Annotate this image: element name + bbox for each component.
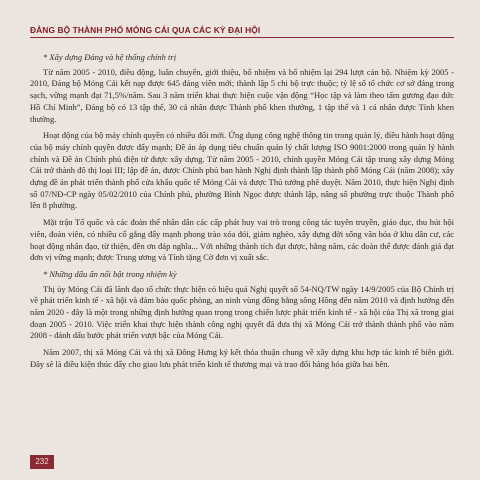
section-heading-highlights: * Những dấu ấn nổi bật trong nhiệm kỳ xyxy=(43,268,177,279)
paragraph-front-organizations: Mặt trận Tổ quốc và các đoàn thể nhân dân các cấp phát huy vai trò trong công tác tuyên truyền, giáo dục, thu hút hội viên, đoàn viên, có nhiều cố gắng đẩy mạnh phong trào xóa đói, giảm nghèo, xây dựng đời sống văn hóa ở khu dân cư, các hoạt động nhân đạo, từ thiện, đền ơn đáp nghĩa... Với những thành tích đạt được, hằng năm, các đoàn thể được đánh giá đạt đơn vị vững mạnh; được Trung ương và Tỉnh tặng Cờ đơn vị xuất sắc. xyxy=(30,217,454,263)
header-divider xyxy=(30,37,454,38)
section-heading-party-building: * Xây dựng Đảng và hệ thống chính trị xyxy=(43,52,177,62)
page-number: 232 xyxy=(30,455,54,469)
paragraph-resolution: Thị ủy Móng Cái đã lãnh đạo tổ chức thực hiện có hiệu quả Nghị quyết số 54-NQ/TW ngày 14/9/2005 của Bộ Chính trị về phát triển kinh tế - xã hội và đảm bảo quốc phòng, an ninh vùng đồng bằng sông Hồng đến năm 2010 và định hướng đến năm 2020 - đây là một trong những định hướng quan trọng trong chiến lược phát triển kinh tế - xã hội của Thị xã trong giai đoạn 2005 - 2010. Việc triển khai thực hiện thành công nghị quyết đã đưa thị xã Móng Cái trở thành thành phố vào năm 2008 - đánh dấu bước phát triển vượt bậc của Móng Cái. xyxy=(30,283,454,341)
page-body xyxy=(30,52,454,376)
paragraph-government: Hoạt động của bộ máy chính quyền có nhiều đổi mới. Ứng dụng công nghệ thông tin trong quản lý, điều hành hoạt động của bộ máy chính quyền được đẩy mạnh; Đề án áp dụng tiêu chuẩn quản lý chất lượng ISO 9001:2000 trong quản lý hành chính và Đề án Chính phủ điện tử được xây dựng. Từ năm 2005 - 2010, chính quyền Móng Cái tập trung xây dựng Móng Cái trở thành đô thị loại III; lập đề án, được Chính phủ ban hành Nghị định thành lập thành phố Móng Cái (năm 2008); xây dựng đề án phát triển thành phố cửa khẩu quốc tế Móng Cái và được Thủ tướng phê duyệt. Năm 2010, thực hiện Nghị định số 07/NĐ-CP ngày 05/02/2010 của Chính phủ, phường Bình Ngọc được thành lập, nâng số phường trực thuộc Thành phố lên 8 phường. xyxy=(30,130,454,211)
running-header: ĐẢNG BỘ THÀNH PHỐ MÓNG CÁI QUA CÁC KỲ ĐẠI HỘI xyxy=(30,25,261,35)
paragraph-cadres: Từ năm 2005 - 2010, điều động, luân chuyển, giới thiệu, bổ nhiệm và bổ nhiệm lại 294 lượt cán bộ. Nhiệm kỳ 2005 - 2010, Đảng bộ Móng Cái kết nạp được 645 đảng viên mới; thành lập 5 chi bộ trực thuộc; tỷ lệ số tổ chức cơ sở đảng trong sạch, vững mạnh đạt 71,5%/năm. Sau 3 năm triển khai thực hiện cuộc vận động “Học tập và làm theo tấm gương đạo đức Hồ Chí Minh”, Đảng bộ có 13 tập thể, 30 cá nhân được Thành phố khen thưởng, 1 tập thể và 1 cá nhân được Tỉnh khen thưởng. xyxy=(30,66,454,124)
paragraph-cooperation: Năm 2007, thị xã Móng Cái và thị xã Đông Hưng ký kết thỏa thuận chung về xây dựng khu hợp tác kinh tế biên giới. Đây sẽ là điều kiện thúc đẩy cho giao lưu phát triển kinh tế thương mại và trao đổi hàng hóa giữa hai bên. xyxy=(30,347,454,369)
